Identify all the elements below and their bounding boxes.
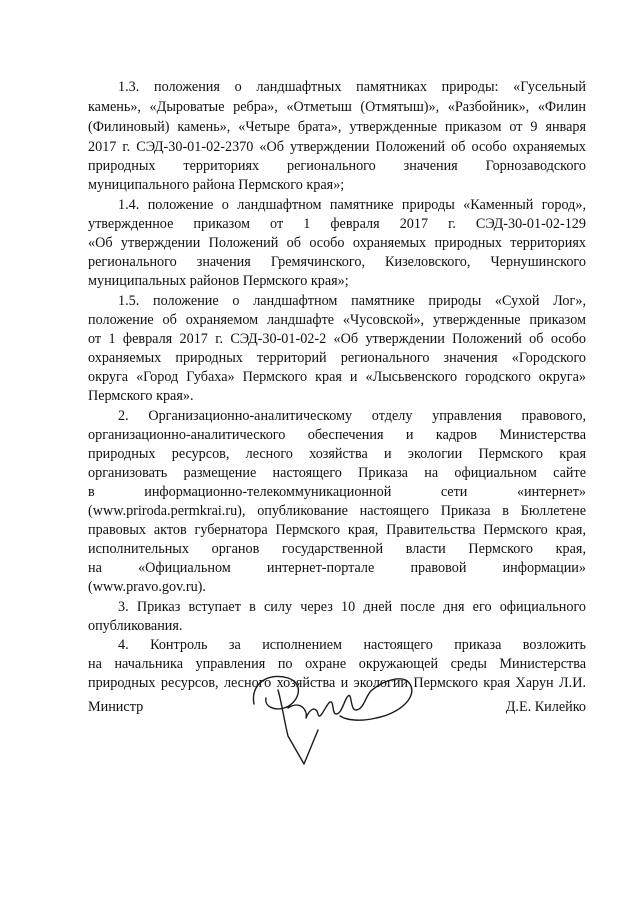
paragraph-line: муниципальных районов Пермского края»; xyxy=(88,273,349,289)
signer-title: Министр xyxy=(88,699,144,715)
paragraph-line: природных ресурсов, лесного хозяйства и экологии Пермского края xyxy=(88,446,586,462)
paragraph-line: положение об охраняемом ландшафте «Чусовской», утвержденные приказом xyxy=(88,312,586,328)
paragraph-line: природных ресурсов, лесного хозяйства и экологии Пермского края Харун Л.И. xyxy=(88,675,586,691)
paragraph-line: на начальника управления по охране окружающей среды Министерства xyxy=(88,656,586,672)
paragraph-line: охраняемых природных территорий регионального значения «Городского xyxy=(88,350,586,366)
paragraph-line: организационно-аналитического обеспечения и кадров Министерства xyxy=(88,427,586,443)
paragraph-line: (www.priroda.permkrai.ru), опубликование настоящего Приказа в Бюллетене xyxy=(88,503,586,519)
paragraph-line: организовать размещение настоящего Приказа на официальном сайте xyxy=(88,465,586,481)
paragraph-line: (Филиновый) камень», «Четыре брата», утвержденные приказом от 9 января xyxy=(88,119,586,135)
paragraph-line: 4. Контроль за исполнением настоящего приказа возложить xyxy=(118,637,586,653)
handwritten-signature xyxy=(248,664,418,768)
paragraph-line: 2017 г. СЭД-30-01-02-2370 «Об утверждении Положений об особо охраняемых xyxy=(88,139,586,155)
paragraph-line: 1.5. положение о ландшафтном памятнике природы «Сухой Лог», xyxy=(118,293,586,309)
paragraph-line: 2. Организационно-аналитическому отделу управления правового, xyxy=(118,408,586,424)
paragraph-line: на «Официальном интернет-портале правовой информации» xyxy=(88,560,586,576)
paragraph-line: исполнительных органов государственной власти Пермского края, xyxy=(88,541,586,557)
paragraph-line: опубликования. xyxy=(88,618,183,634)
paragraph-line: (www.pravo.gov.ru). xyxy=(88,579,206,595)
paragraph-line: от 1 февраля 2017 г. СЭД-30-01-02-2 «Об утверждении Положений об особо xyxy=(88,331,586,347)
paragraph-line: правовых актов губернатора Пермского края, Правительства Пермского края, xyxy=(88,522,586,538)
paragraph-line: 3. Приказ вступает в силу через 10 дней после дня его официального xyxy=(118,599,586,615)
paragraph-line: муниципального района Пермского края»; xyxy=(88,177,345,193)
paragraph-line: в информационно-телекоммуникационной сети «интернет» xyxy=(88,484,586,500)
paragraph-line: регионального значения Гремячинского, Кизеловского, Чернушинского xyxy=(88,254,586,270)
paragraph-line: округа «Город Губаха» Пермского края и «Лысьвенского городского округа» xyxy=(88,369,586,385)
paragraph-line: утвержденное приказом от 1 февраля 2017 г. СЭД-30-01-02-129 xyxy=(88,216,586,232)
paragraph-line: Пермского края». xyxy=(88,388,194,404)
paragraph-line: 1.3. положения о ландшафтных памятниках природы: «Гусельный xyxy=(118,79,586,95)
paragraph-line: 1.4. положение о ландшафтном памятнике природы «Каменный город», xyxy=(118,197,586,213)
paragraph-line: «Об утверждении Положений об особо охраняемых природных территориях xyxy=(88,235,586,251)
paragraph-line: природных территориях регионального значения Горнозаводского xyxy=(88,158,586,174)
signer-name: Д.Е. Килейко xyxy=(505,699,586,715)
paragraph-line: камень», «Дыроватые ребра», «Отметыш (Отмятыш)», «Разбойник», «Филин xyxy=(88,99,586,115)
